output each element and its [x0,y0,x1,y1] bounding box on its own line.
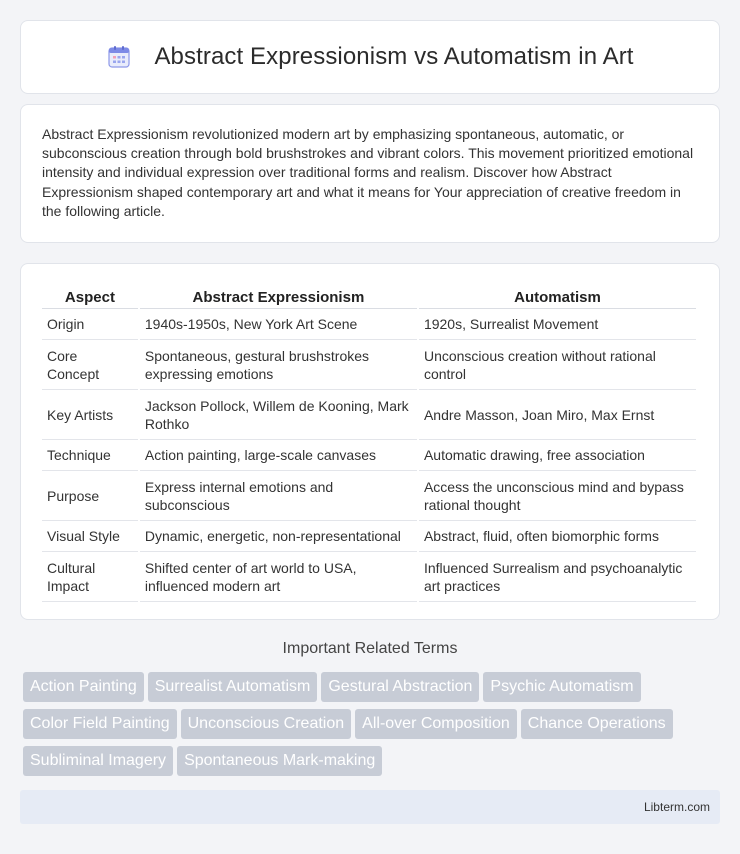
row-abstract-expressionism: Action painting, large-scale canvases [140,440,417,471]
table-row [42,309,696,340]
row-aspect: Visual Style [42,521,138,552]
row-automatism: Automatic drawing, free association [419,440,696,471]
table-header-row [42,284,696,309]
comparison-table [40,284,698,602]
row-automatism: Abstract, fluid, often biomorphic forms [419,521,696,552]
comparison-card [20,263,720,620]
row-automatism: Access the unconscious mind and bypass rational thought [419,471,696,521]
row-automatism: Unconscious creation without rational control [419,340,696,390]
table-row [42,340,696,390]
row-aspect: Technique [42,440,138,471]
table-row [42,552,696,602]
related-term-tag[interactable]: Color Field Painting [23,709,177,739]
header-aspect: Aspect [42,284,138,309]
intro-text: Abstract Expressionism revolutionized modern art by emphasizing spontaneous, automatic, or subconscious creation through bold brushstrokes and vibrant colors. This movement prioritized emotional intensity and individual expression over traditional forms and realism. Discover how Abstract Expressionism shaped contemporary art and what it means for Your appreciation of creative freedom in the following article. [42,126,694,219]
row-aspect: Key Artists [42,390,138,440]
row-aspect: Purpose [42,471,138,521]
related-terms-list [23,672,723,783]
table-row [42,390,696,440]
row-automatism: Andre Masson, Joan Miro, Max Ernst [419,390,696,440]
related-term-tag[interactable]: All-over Composition [355,709,517,739]
related-term-tag[interactable]: Action Painting [23,672,144,702]
row-aspect: Origin [42,309,138,340]
header-automatism: Automatism [419,284,696,309]
related-term-tag[interactable]: Unconscious Creation [181,709,352,739]
table-row [42,521,696,552]
header-abstract-expressionism: Abstract Expressionism [140,284,417,309]
row-abstract-expressionism: Dynamic, energetic, non-representational [140,521,417,552]
row-abstract-expressionism: Express internal emotions and subconscious [140,471,417,521]
calendar-icon [106,44,132,70]
footer [20,790,720,824]
row-abstract-expressionism: Spontaneous, gestural brushstrokes expressing emotions [140,340,417,390]
related-term-tag[interactable]: Surrealist Automatism [148,672,318,702]
related-term-tag[interactable]: Spontaneous Mark-making [177,746,382,776]
related-term-tag[interactable]: Gestural Abstraction [321,672,479,702]
table-row [42,440,696,471]
intro-card [20,104,720,243]
related-term-tag[interactable]: Psychic Automatism [483,672,640,702]
row-aspect: Core Concept [42,340,138,390]
row-aspect: Cultural Impact [42,552,138,602]
title-card [20,20,720,94]
related-term-tag[interactable]: Subliminal Imagery [23,746,173,776]
row-abstract-expressionism: Jackson Pollock, Willem de Kooning, Mark Rothko [140,390,417,440]
related-terms-title: Important Related Terms [282,640,458,657]
table-row [42,471,696,521]
row-automatism: 1920s, Surrealist Movement [419,309,696,340]
row-abstract-expressionism: 1940s-1950s, New York Art Scene [140,309,417,340]
footer-site-link[interactable]: Libterm.com [643,800,710,814]
row-automatism: Influenced Surrealism and psychoanalytic art practices [419,552,696,602]
related-term-tag[interactable]: Chance Operations [521,709,673,739]
page-title: Abstract Expressionism vs Automatism in Art [154,43,634,70]
row-abstract-expressionism: Shifted center of art world to USA, influenced modern art [140,552,417,602]
